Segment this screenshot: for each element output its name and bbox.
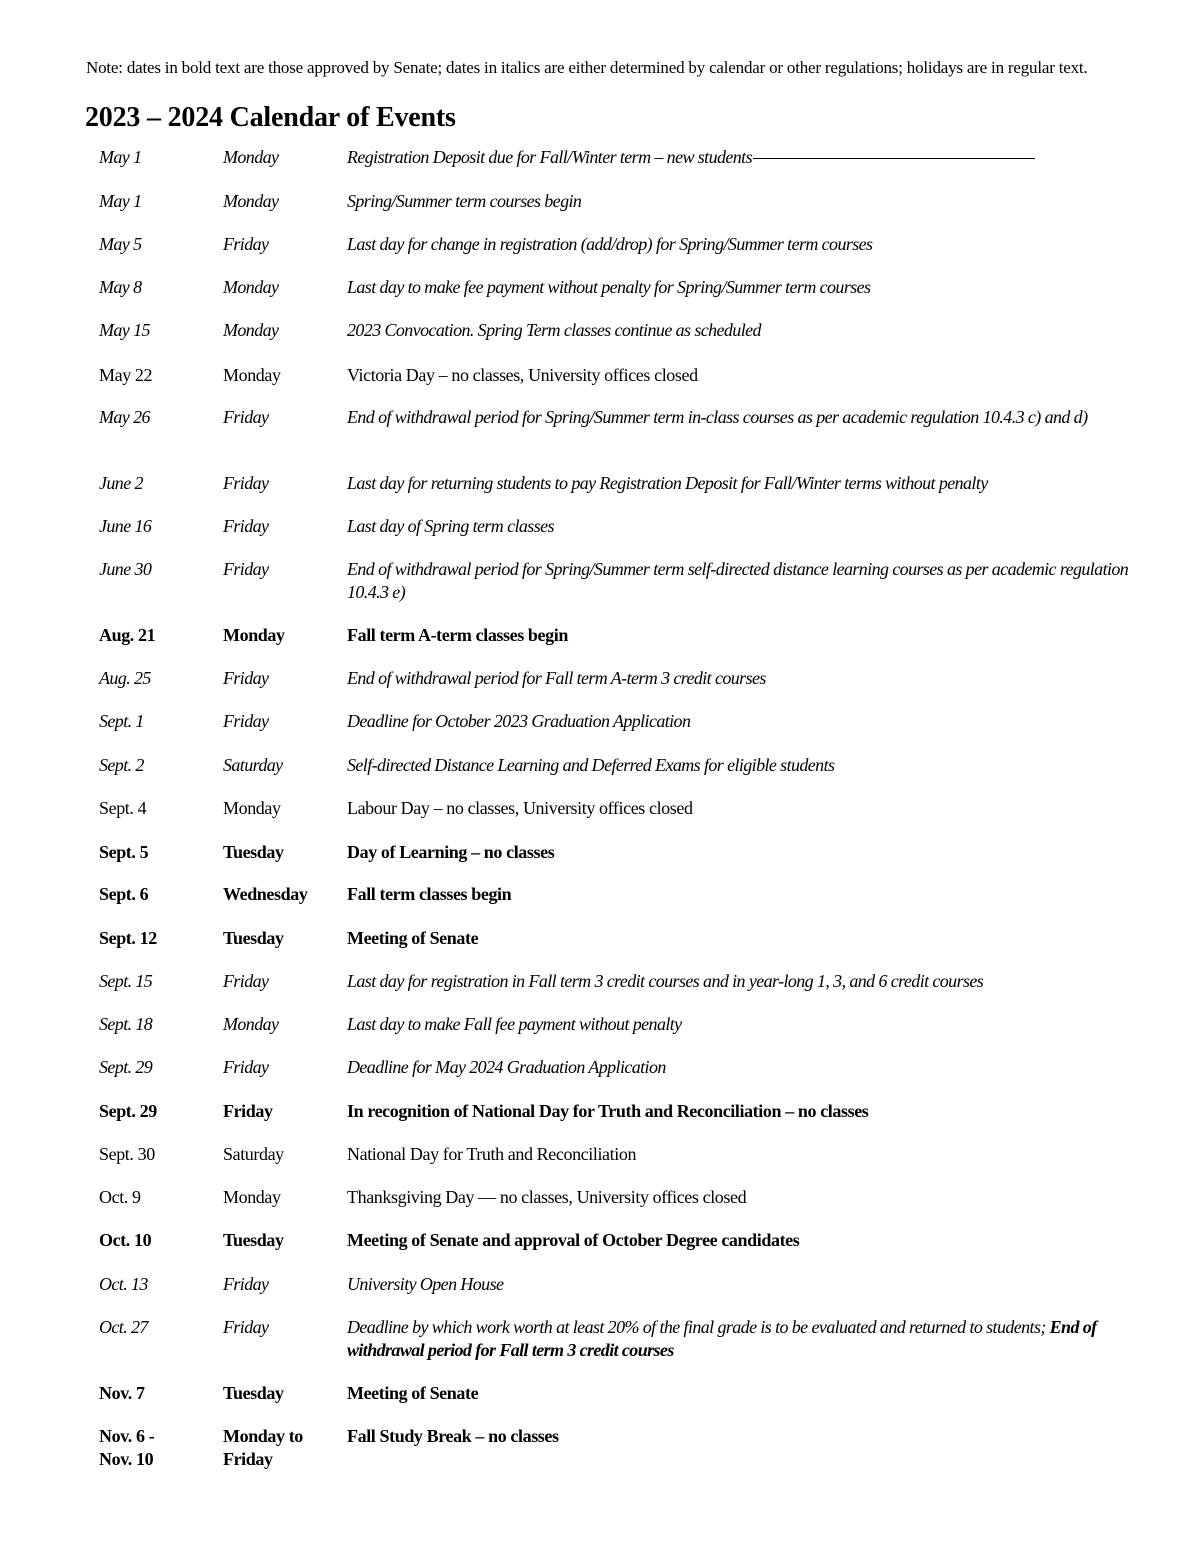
event-description-text: University Open House [347,1274,504,1294]
event-description-text: Fall term classes begin [347,884,512,904]
event-description [347,1100,1157,1123]
event-day: Wednesday [223,884,308,904]
event-date: Sept. 5 [99,842,149,862]
event-description-text: Deadline by which work worth at least 20% of the final grade is to be evaluated and returned to students; [347,1317,1050,1337]
event-description [347,406,1157,429]
event-date: Sept. 29 [99,1101,157,1121]
event-description-text: Thanksgiving Day — no classes, University offices closed [347,1187,747,1207]
event-description [347,319,1157,342]
event-date: Sept. 12 [99,928,157,948]
event-description [347,1186,1157,1209]
event-day: Saturday [223,755,283,775]
legend-note: Note: dates in bold text are those approved by Senate; dates in italics are either determined by calendar or other regulations; holidays are in regular text. [86,58,1088,77]
event-date: June 16 [99,516,152,536]
event-day: Friday [223,1274,269,1294]
event-date: Oct. 10 [99,1230,152,1250]
event-description-text: Last day to make Fall fee payment without penalty [347,1014,682,1034]
event-day: Monday [223,1187,281,1207]
event-description [347,190,1157,213]
event-day: Friday [223,668,269,688]
event-day: Tuesday [223,928,284,948]
page-title: 2023 – 2024 Calendar of Events [85,102,456,133]
event-day: Monday [223,1014,279,1034]
event-description [347,1425,1157,1448]
event-day: Monday to Friday [223,1426,303,1469]
event-description [347,364,1157,387]
event-description [347,1273,1157,1296]
event-description [347,883,1157,906]
event-day: Monday [223,798,281,818]
event-day: Tuesday [223,1383,284,1403]
event-date: May 15 [99,320,150,340]
event-description-text: Registration Deposit due for Fall/Winter term – new students [347,147,752,167]
event-description [347,624,1157,647]
event-date: May 26 [99,407,150,427]
event-description [347,1229,1157,1252]
event-date: Nov. 7 [99,1383,145,1403]
event-description-text: National Day for Truth and Reconciliation [347,1144,637,1164]
event-day: Friday [223,473,269,493]
event-date: Sept. 30 [99,1144,155,1164]
event-description [347,970,1157,993]
event-day: Monday [223,365,281,385]
event-description [347,754,1157,777]
event-date: June 2 [99,473,143,493]
event-description-text: Victoria Day – no classes, University offices closed [347,365,698,385]
event-description-text: End of withdrawal period for Fall term A-term 3 credit courses [347,668,766,688]
event-day: Friday [223,1317,269,1337]
event-description-text: End of withdrawal period for Spring/Summer term in-class courses as per academic regulation 10.4.3 c) and d) [347,407,1088,427]
event-day: Friday [223,516,269,536]
event-description-text: Last day for registration in Fall term 3 credit courses and in year-long 1, 3, and 6 credit courses [347,971,984,991]
event-description [347,146,1157,169]
event-description-text: Last day for change in registration (add/drop) for Spring/Summer term courses [347,234,873,254]
event-date: Aug. 21 [99,625,156,645]
event-description-text: Last day of Spring term classes [347,516,554,536]
event-description-text: Meeting of Senate [347,1383,479,1403]
event-date: Aug. 25 [99,668,151,688]
event-description [347,797,1157,820]
event-date: May 1 [99,147,142,167]
event-date: June 30 [99,559,152,579]
event-description-text: End of withdrawal period for Spring/Summer term self-directed distance learning courses as per academic regulation 10.4.3 e) [347,559,1129,602]
event-day: Friday [223,1101,273,1121]
event-date: Sept. 6 [99,884,149,904]
event-date: May 1 [99,191,142,211]
event-description-text: Day of Learning – no classes [347,842,555,862]
event-description [347,515,1157,538]
event-description [347,233,1157,256]
event-date: Oct. 13 [99,1274,148,1294]
event-day: Monday [223,320,279,340]
event-day: Friday [223,971,269,991]
event-description [347,1013,1157,1036]
event-description [347,472,1157,495]
event-description-text: Deadline for May 2024 Graduation Application [347,1057,666,1077]
event-day: Friday [223,1057,269,1077]
event-date: Oct. 9 [99,1187,141,1207]
event-description-text: Spring/Summer term courses begin [347,191,582,211]
event-day: Friday [223,407,269,427]
event-date: Sept. 4 [99,798,147,818]
event-date: Sept. 29 [99,1057,153,1077]
event-date: Sept. 15 [99,971,153,991]
event-description-text: 2023 Convocation. Spring Term classes continue as scheduled [347,320,761,340]
event-day: Monday [223,277,279,297]
event-day: Monday [223,625,285,645]
event-description-text: Labour Day – no classes, University offices closed [347,798,693,818]
event-description-text: Last day for returning students to pay Registration Deposit for Fall/Winter terms without penalty [347,473,988,493]
event-description [347,841,1157,864]
event-description [347,927,1157,950]
event-description-text: Last day to make fee payment without penalty for Spring/Summer term courses [347,277,871,297]
event-day: Saturday [223,1144,284,1164]
event-description [347,1143,1157,1166]
event-description-emphasis: End of withdrawal period for Fall term 3 credit courses [347,1317,1097,1360]
event-date: May 22 [99,365,153,385]
event-description [347,710,1157,733]
event-description-text: Fall term A-term classes begin [347,625,568,645]
underline-rule [753,158,1035,159]
event-day: Friday [223,559,269,579]
event-description [347,558,1157,604]
event-date: Sept. 18 [99,1014,153,1034]
event-date: Sept. 1 [99,711,144,731]
event-day: Tuesday [223,842,284,862]
event-description [347,276,1157,299]
event-day: Friday [223,234,269,254]
event-date: Nov. 6 - Nov. 10 [99,1426,155,1469]
event-description-text: Deadline for October 2023 Graduation Application [347,711,691,731]
event-description [347,1316,1157,1362]
event-date: May 8 [99,277,142,297]
event-day: Monday [223,147,279,167]
event-description-text: Meeting of Senate and approval of October Degree candidates [347,1230,800,1250]
event-date: May 5 [99,234,142,254]
event-day: Friday [223,711,269,731]
event-description [347,1056,1157,1079]
event-description-text: In recognition of National Day for Truth and Reconciliation – no classes [347,1101,869,1121]
event-description [347,667,1157,690]
event-day: Tuesday [223,1230,284,1250]
event-date: Sept. 2 [99,755,144,775]
event-date: Oct. 27 [99,1317,148,1337]
event-description-text: Fall Study Break – no classes [347,1426,559,1446]
event-description-text: Self-directed Distance Learning and Deferred Exams for eligible students [347,755,835,775]
event-description [347,1382,1157,1405]
event-description-text: Meeting of Senate [347,928,479,948]
event-day: Monday [223,191,279,211]
